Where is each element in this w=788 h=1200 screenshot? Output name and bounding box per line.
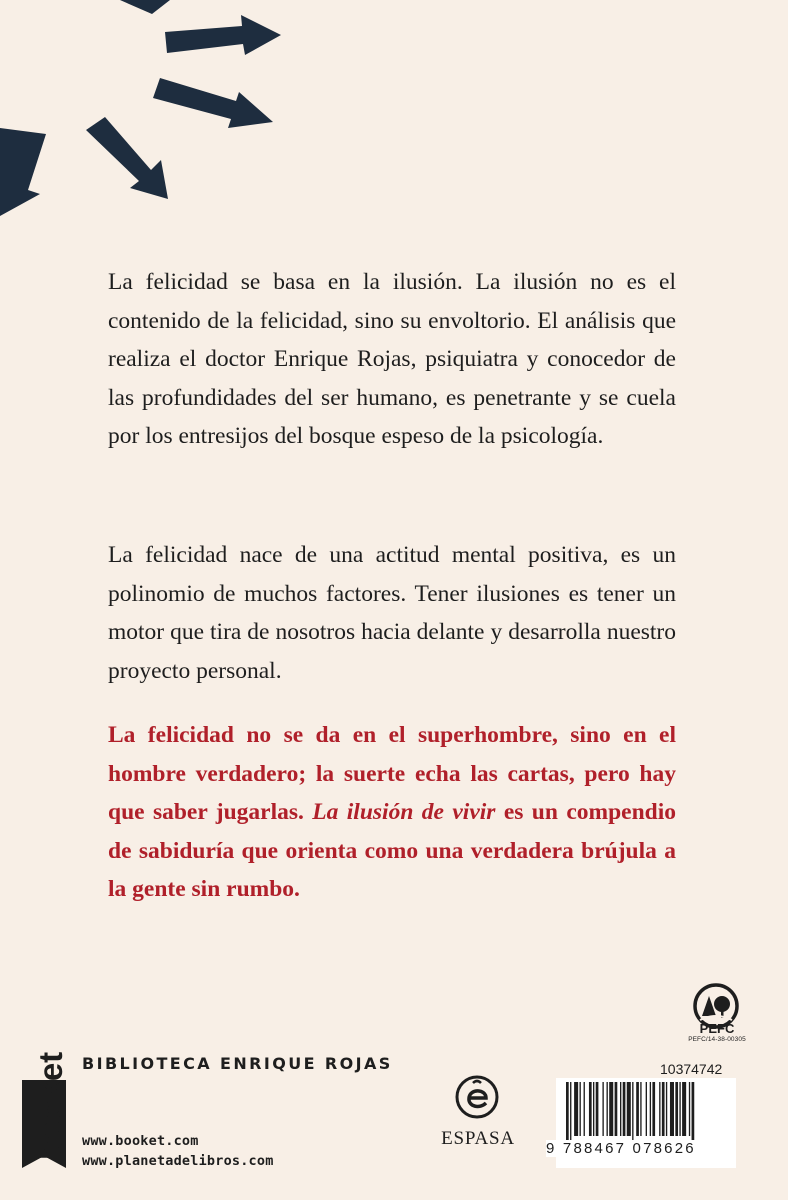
- barcode: [564, 1082, 730, 1142]
- barcode-bar: [627, 1082, 631, 1136]
- barcode-bar: [632, 1082, 633, 1142]
- barcode-bar: [662, 1082, 665, 1136]
- arrow-icon: [0, 128, 46, 216]
- pefc-code: PEFC/14-38-00305: [688, 1036, 746, 1043]
- barcode-bar: [689, 1082, 690, 1136]
- barcode-bar: [682, 1082, 686, 1136]
- barcode-bar: [646, 1082, 647, 1136]
- barcode-bar: [593, 1082, 594, 1136]
- arrow-icon: [120, 0, 170, 14]
- arrow-icon: [86, 117, 168, 199]
- blurb-text: La felicidad no se da en el superhombre, sino en el hombre verdadero; la suerte echa las cartas, pero hay que saber jugarlas.: [108, 722, 676, 825]
- barcode-bar: [609, 1082, 613, 1136]
- barcode-bar: [679, 1082, 680, 1136]
- booket-logo: [18, 1052, 70, 1172]
- book-title: La ilusión de vivir: [312, 799, 496, 825]
- barcode-bar: [666, 1082, 667, 1136]
- arrow-icon: [153, 78, 273, 128]
- barcode-bar: [650, 1082, 651, 1136]
- planeta-url[interactable]: www.planetadelibros.com: [82, 1153, 274, 1169]
- barcode-bar: [580, 1082, 581, 1136]
- blurb-text: es un compendio de sabiduría que orienta como una verdadera brújula a la gente sin rumbo.: [108, 799, 676, 902]
- barcode-bar: [640, 1082, 641, 1136]
- booket-wordmark: booket: [32, 1052, 69, 1160]
- barcode-bar: [623, 1082, 626, 1136]
- barcode-bar: [596, 1082, 599, 1136]
- blurb-paragraph-1: La felicidad se basa en la ilusión. La ilusión no es el contenido de la felicidad, sino su envoltorio. El análisis que realiza el doctor Enrique Rojas, psiquiatra y conocedor de las profundidades del ser humano, es penetrante y se cuela por los entresijos del bosque espeso de la psicología.: [108, 269, 676, 449]
- blurb-paragraph-3: [108, 716, 676, 909]
- barcode-bar: [589, 1082, 592, 1136]
- decorative-arrows: [0, 0, 300, 230]
- barcode-bar: [570, 1082, 571, 1142]
- barcode-bar: [574, 1082, 578, 1136]
- barcode-bar: [620, 1082, 621, 1136]
- barcode-bar: [615, 1082, 618, 1136]
- barcode-bar: [670, 1082, 674, 1136]
- arrow-icon: [165, 15, 281, 55]
- series-title: BIBLIOTECA ENRIQUE ROJAS: [82, 1054, 393, 1073]
- publisher-name: ESPASA: [441, 1128, 515, 1149]
- pefc-label: PEFC: [699, 1021, 735, 1036]
- barcode-bar: [659, 1082, 660, 1136]
- barcode-bar: [692, 1082, 695, 1142]
- booket-url[interactable]: www.booket.com: [82, 1133, 199, 1149]
- barcode-bar: [584, 1082, 585, 1136]
- barcode-bar: [607, 1082, 608, 1136]
- barcode-bar: [566, 1082, 569, 1142]
- barcode-bar: [602, 1082, 603, 1136]
- barcode-bar: [636, 1082, 639, 1136]
- isbn-number: 9 788467 078626: [546, 1140, 696, 1157]
- espasa-logo-icon: [454, 1074, 500, 1120]
- barcode-bar: [652, 1082, 655, 1136]
- blurb-paragraph-2: La felicidad nace de una actitud mental positiva, es un polinomio de muchos factores. Tener ilusiones es tener un motor que tira de nosotros hacia delante y desarrolla nuestro proyecto personal.: [108, 542, 676, 684]
- catalog-number: 10374742: [660, 1061, 723, 1077]
- barcode-bar: [675, 1082, 678, 1136]
